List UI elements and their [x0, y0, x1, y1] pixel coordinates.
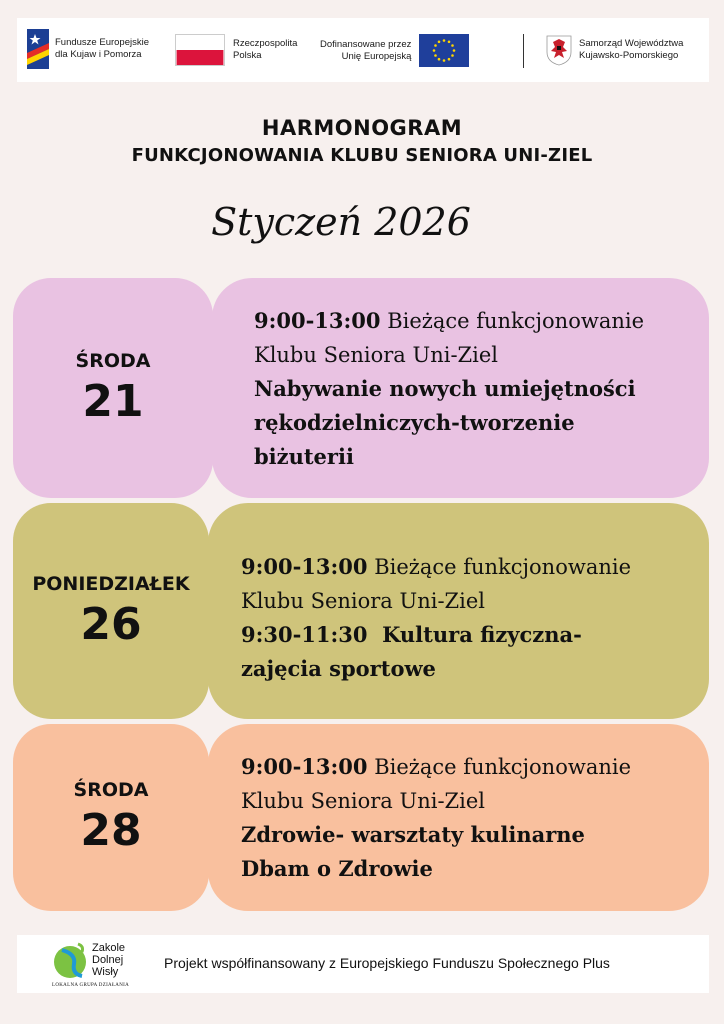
- lgd-name: Zakole Dolnej Wisły: [92, 942, 126, 978]
- region-emblem-icon: [545, 34, 573, 66]
- day-box: [13, 724, 209, 911]
- logo-separator: [523, 34, 524, 68]
- day-name: PONIEDZIAŁEK: [32, 572, 190, 595]
- event-desc-2: Klubu Seniora Uni-Ziel: [241, 789, 485, 813]
- event-activity: 9:30-11:30 Kultura fizyczna- zajęcia sportowe: [241, 622, 582, 681]
- fe-emblem-icon: [27, 29, 49, 69]
- event-desc: Bieżące funkcjonowanie: [367, 755, 632, 779]
- project-funding-text: Projekt współfinansowany z Europejskiego Funduszu Społecznego Plus: [164, 955, 610, 971]
- region-logo: [545, 34, 683, 66]
- event-desc-2: Klubu Seniora Uni-Ziel: [241, 589, 485, 613]
- event-text: [241, 750, 691, 886]
- event-activity: Nabywanie nowych umiejętności rękodzielniczych-tworzenie biżuterii: [254, 376, 636, 469]
- event-activity: Zdrowie- warsztaty kulinarne Dbam o Zdrowie: [241, 822, 585, 881]
- event-time: 9:00-13:00: [241, 554, 368, 579]
- eu-logo: [320, 34, 469, 67]
- event-text: [241, 550, 691, 686]
- month-heading: Styczeń 2026: [211, 200, 471, 244]
- fe-logo: [27, 29, 149, 69]
- day-box: [13, 503, 209, 719]
- eu-logo-text: Dofinansowane przez Unię Europejską: [320, 38, 412, 62]
- day-number: 28: [80, 805, 142, 856]
- event-time: 9:00-13:00: [254, 308, 381, 333]
- region-logo-text: Samorząd Województwa Kujawsko-Pomorskiego: [579, 38, 684, 61]
- event-time: 9:00-13:00: [241, 754, 368, 779]
- header-logo-bar: [17, 18, 709, 82]
- fe-logo-text: Fundusze Europejskie dla Kujaw i Pomorza: [55, 37, 149, 60]
- event-box: [208, 503, 709, 719]
- eu-flag-icon: [419, 34, 469, 67]
- pl-logo-text: Rzeczpospolita Polska: [233, 38, 298, 61]
- event-text: [254, 304, 694, 474]
- polish-flag-icon: [175, 34, 225, 66]
- footer-bar: [17, 935, 709, 993]
- event-desc-2: Klubu Seniora Uni-Ziel: [254, 343, 498, 367]
- day-name: ŚRODA: [75, 349, 151, 372]
- title-line-1: HARMONOGRAM: [261, 116, 463, 140]
- day-box: [13, 278, 213, 498]
- event-desc: Bieżące funkcjonowanie: [380, 309, 645, 333]
- event-box: [212, 278, 709, 498]
- lgd-logo: [52, 940, 152, 990]
- title-line-2: FUNKCJONOWANIA KLUBU SENIORA UNI-ZIEL: [131, 145, 593, 166]
- event-desc: Bieżące funkcjonowanie: [367, 555, 632, 579]
- day-number: 26: [80, 598, 142, 650]
- pl-logo: [175, 34, 297, 66]
- day-number: 21: [82, 375, 144, 427]
- lgd-subtitle: LOKALNA GRUPA DZIAŁANIA: [52, 983, 129, 988]
- event-box: [208, 724, 709, 911]
- lgd-emblem-icon: [52, 940, 90, 982]
- day-name: ŚRODA: [73, 779, 149, 801]
